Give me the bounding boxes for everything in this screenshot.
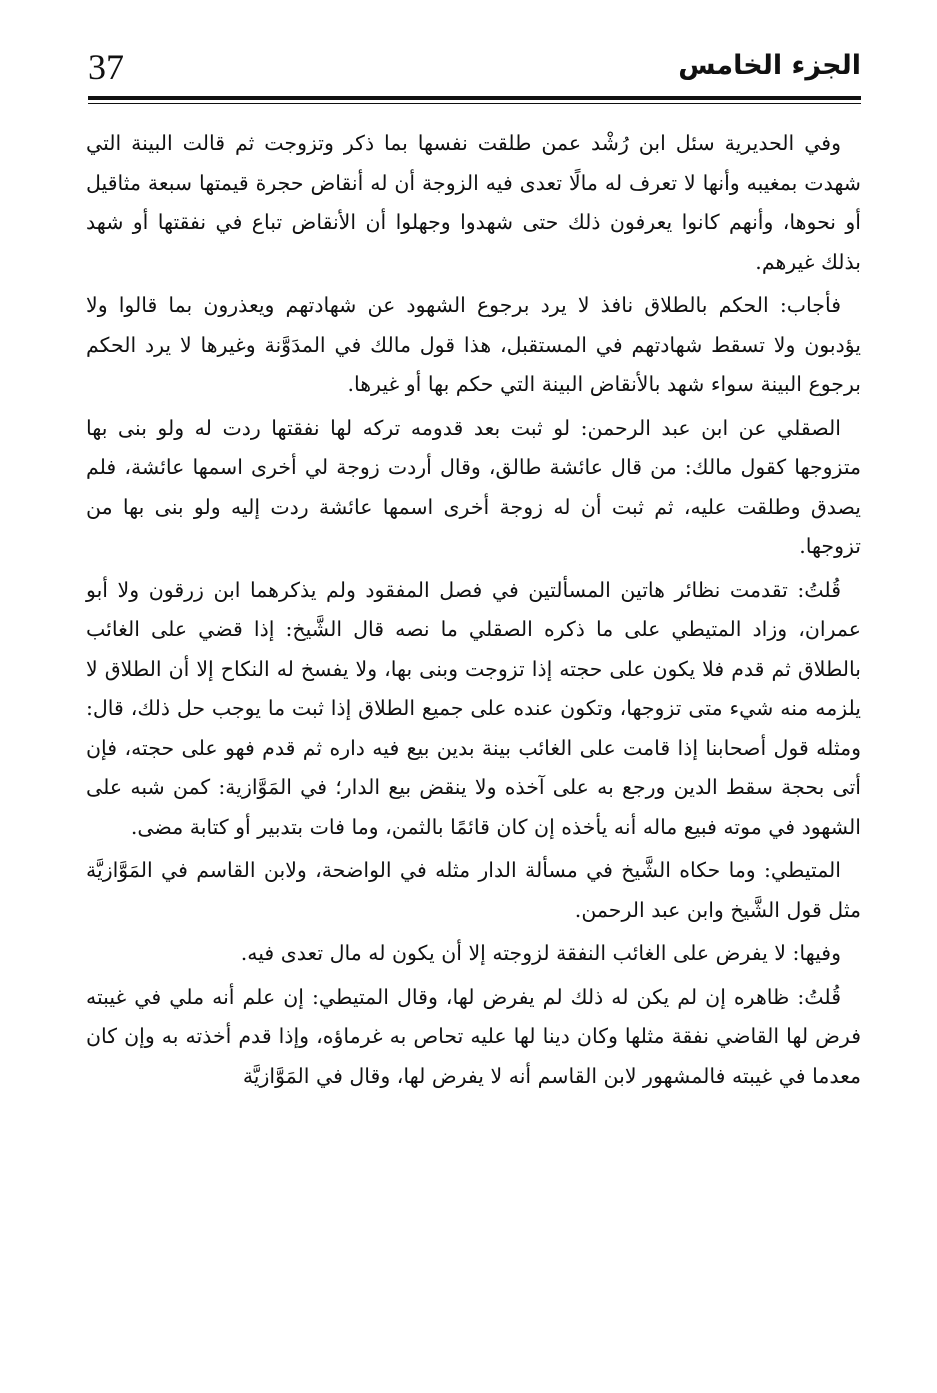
page-number: 37: [88, 47, 124, 87]
paragraph-2: فأجاب: الحكم بالطلاق نافذ لا يرد برجوع الشهود عن شهادتهم ويعذرون بما قالوا ولا يؤدبون ولا تسقط شهادتهم في المستقبل، هذا قول مالك في المدَوَّنة وغيرها لا يرد الحكم برجوع البينة سواء شهد بالأنقاض البينة التي حكم بها أو غيرها.: [86, 293, 861, 396]
paragraph-4: قُلتُ: تقدمت نظائر هاتين المسألتين في فصل المفقود ولم يذكرهما ابن زرقون ولا أبو عمران، وزاد المتيطي على ما ذكره الصقلي ما نصه قال الشَّيخ: إذا قضي على الغائب بالطلاق ثم قدم فلا يكون على حجته إذا تزوجت وبنى بها، ولا يفسخ له النكاح إلا أن الطلاق لا يلزمه منه شيء متى تزوجها، وتكون عنده على جميع الطلاق إذا ثبت ما يوجب حل ذلك، قال: ومثله قول أصحابنا إذا قامت على الغائب بينة بدين بيع فيه داره ثم قدم فهو على حجته، فإن أتى بحجة سقط الدين ورجع به على آخذه ولا ينقض بيع الدار؛ في المَوَّازية: كمن شبه على الشهود في موته فبيع ماله أنه يأخذه إن كان قائمًا بالثمن، وما فات بتدبير أو كتابة مضى.: [86, 577, 861, 839]
paragraph-6: وفيها: لا يفرض على الغائب النفقة لزوجته إلا أن يكون له مال تعدى فيه.: [240, 941, 841, 965]
header-rule-thick: [88, 96, 861, 100]
paragraph-5: المتيطي: وما حكاه الشَّيخ في مسألة الدار مثله في الواضحة، ولابن القاسم في المَوَّازيَّة مثل قول الشَّيخ وابن عبد الرحمن.: [86, 858, 861, 922]
paragraph-7: قُلتُ: ظاهره إن لم يكن له ذلك لم يفرض لها، وقال المتيطي: إن علم أنه ملي في غيبته فرض لها القاضي نفقة مثلها وكان دينا لها عليه تحاص به غرماؤه، وإذا قدم أخذته به وإن كان معدما في غيبته فالمشهور لابن القاسم أنه لا يفرض لها، وقال في المَوَّازيَّة: [86, 984, 861, 1088]
header-rule-thin: [88, 103, 861, 104]
page-header: [88, 46, 861, 94]
paragraph-3: الصقلي عن ابن عبد الرحمن: لو ثبت بعد قدومه تركه لها نفقتها ردت له ولو بنى بها متزوجها كقول مالك: من قال عائشة طالق، وقال أردت زوجة لي أخرى اسمها عائشة، فلم يصدق وطلقت عليه، ثم ثبت أن له زوجة أخرى اسمها عائشة ردت إليه ولو بنى بها من تزوجها.: [86, 415, 861, 558]
paragraph-1: وفي الحديرية سئل ابن رُشْد عمن طلقت نفسها بما ذكر وتزوجت ثم قالت البينة التي شهدت بمغيبه وأنها لا تعرف له مالًا تعدى فيه الزوجة أن له أنقاض حجرة قيمتها سبعة مثاقيل أو نحوها، وأنهم كانوا يعرفون ذلك حتى شهدوا وجهلوا أن الأنقاض تباع في نفقتها أو شهد بذلك غيرهم.: [86, 131, 861, 274]
running-title: الجزء الخامس: [678, 50, 861, 81]
page-body: [86, 124, 861, 1100]
